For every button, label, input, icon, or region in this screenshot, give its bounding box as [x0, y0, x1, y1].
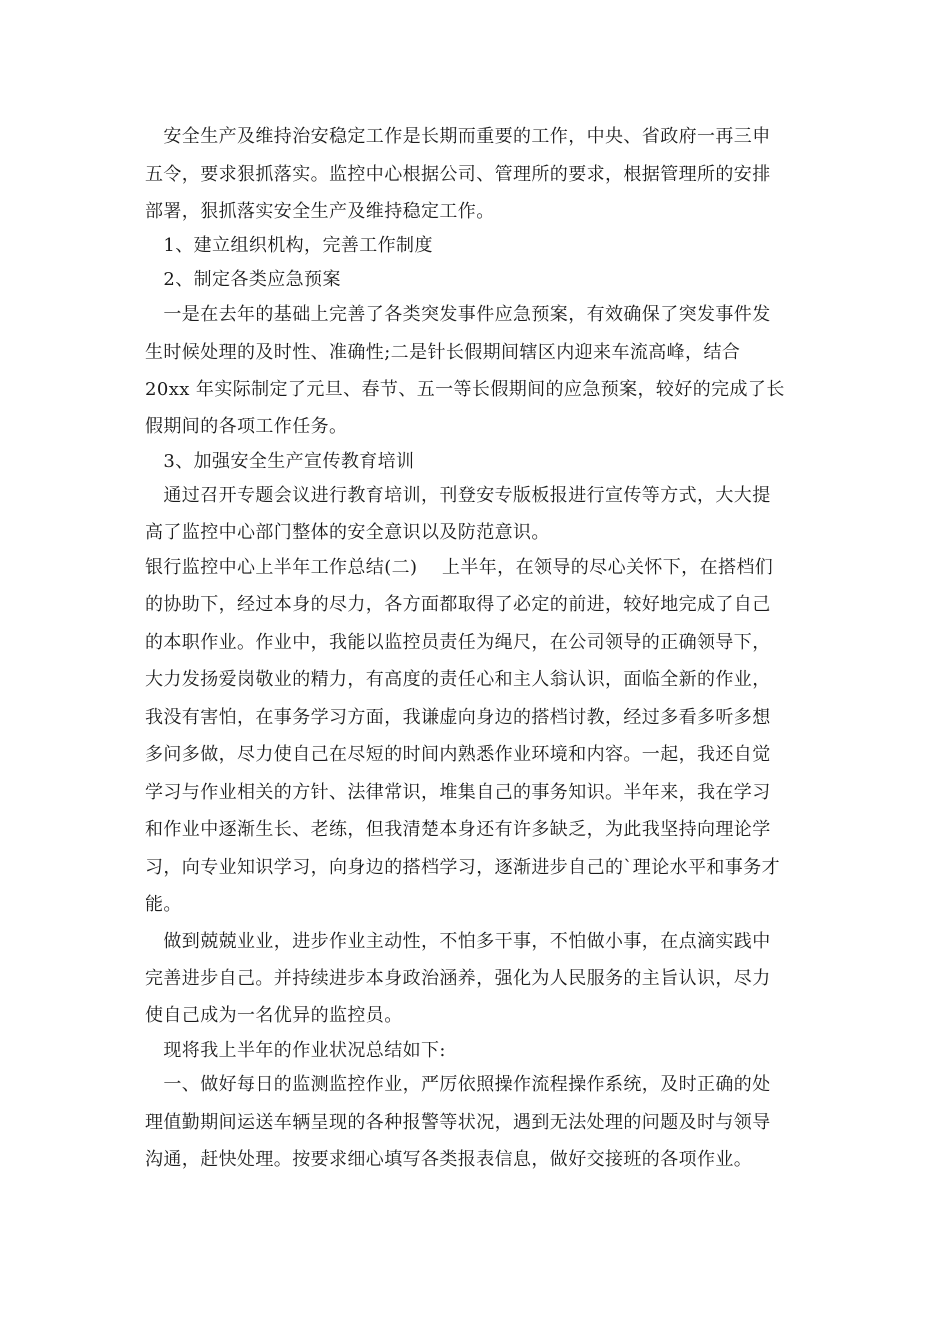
text-line: 部署，狠抓落实安全生产及维持稳定工作。 — [145, 201, 495, 222]
text-line: 高了监控中心部门整体的安全意识以及防范意识。 — [145, 522, 550, 543]
text-line: 生时候处理的及时性、准确性;二是针长假期间辖区内迎来车流高峰，结合 — [145, 342, 741, 363]
heading-line: 2、制定各类应急预案 — [145, 269, 341, 290]
text-line: 做到兢兢业业，进步作业主动性，不怕多干事，不怕做小事，在点滴实践中 — [145, 931, 771, 952]
text-line: 五令，要求狠抓落实。监控中心根据公司、管理所的要求，根据管理所的安排 — [145, 164, 771, 185]
section-title-line: 银行监控中心上半年工作总结(二) 上半年，在领导的尽心关怀下，在搭档们 — [145, 557, 774, 578]
text-line: 完善进步自己。并持续进步本身政治涵养，强化为人民服务的主旨认识，尽力 — [145, 968, 771, 989]
text-line: 的本职作业。作业中，我能以监控员责任为绳尺，在公司领导的正确领导下， — [145, 632, 771, 653]
text-line: 现将我上半年的作业状况总结如下: — [145, 1040, 446, 1061]
text-line: 我没有害怕，在事务学习方面，我谦虚向身边的搭档讨教，经过多看多听多想 — [145, 707, 771, 728]
text-line: 一、做好每日的监测监控作业，严厉依照操作流程操作系统，及时正确的处 — [145, 1074, 771, 1095]
text-line: 习，向专业知识学习，向身边的搭档学习，逐渐进步自己的`理论水平和事务才 — [145, 857, 780, 878]
text-line: 沟通，赶快处理。按要求细心填写各类报表信息，做好交接班的各项作业。 — [145, 1149, 753, 1170]
text-line: 一是在去年的基础上完善了各类突发事件应急预案，有效确保了突发事件发 — [145, 304, 771, 325]
text-line: 多问多做，尽力使自己在尽短的时间内熟悉作业环境和内容。一起，我还自觉 — [145, 744, 771, 765]
text-line: 能。 — [145, 894, 182, 915]
text-line: 使自己成为一名优异的监控员。 — [145, 1005, 403, 1026]
text-line: 通过召开专题会议进行教育培训，刊登安专版板报进行宣传等方式，大大提 — [145, 485, 771, 506]
text-line: 20xx 年实际制定了元旦、春节、五一等长假期间的应急预案，较好的完成了长 — [145, 379, 785, 400]
heading-line: 1、建立组织机构，完善工作制度 — [145, 235, 433, 256]
text-line: 的协助下，经过本身的尽力，各方面都取得了必定的前进，较好地完成了自己 — [145, 594, 771, 615]
heading-line: 3、加强安全生产宣传教育培训 — [145, 451, 415, 472]
text-line: 理值勤期间运送车辆呈现的各种报警等状况，遇到无法处理的问题及时与领导 — [145, 1112, 771, 1133]
text-line: 大力发扬爱岗敬业的精力，有高度的责任心和主人翁认识，面临全新的作业， — [145, 669, 771, 690]
text-line: 安全生产及维持治安稳定工作是长期而重要的工作，中央、省政府一再三申 — [145, 126, 771, 147]
text-line: 假期间的各项工作任务。 — [145, 416, 348, 437]
text-line: 和作业中逐渐生长、老练，但我清楚本身还有许多缺乏，为此我坚持向理论学 — [145, 819, 771, 840]
text-line: 学习与作业相关的方针、法律常识，堆集自己的事务知识。半年来，我在学习 — [145, 782, 771, 803]
